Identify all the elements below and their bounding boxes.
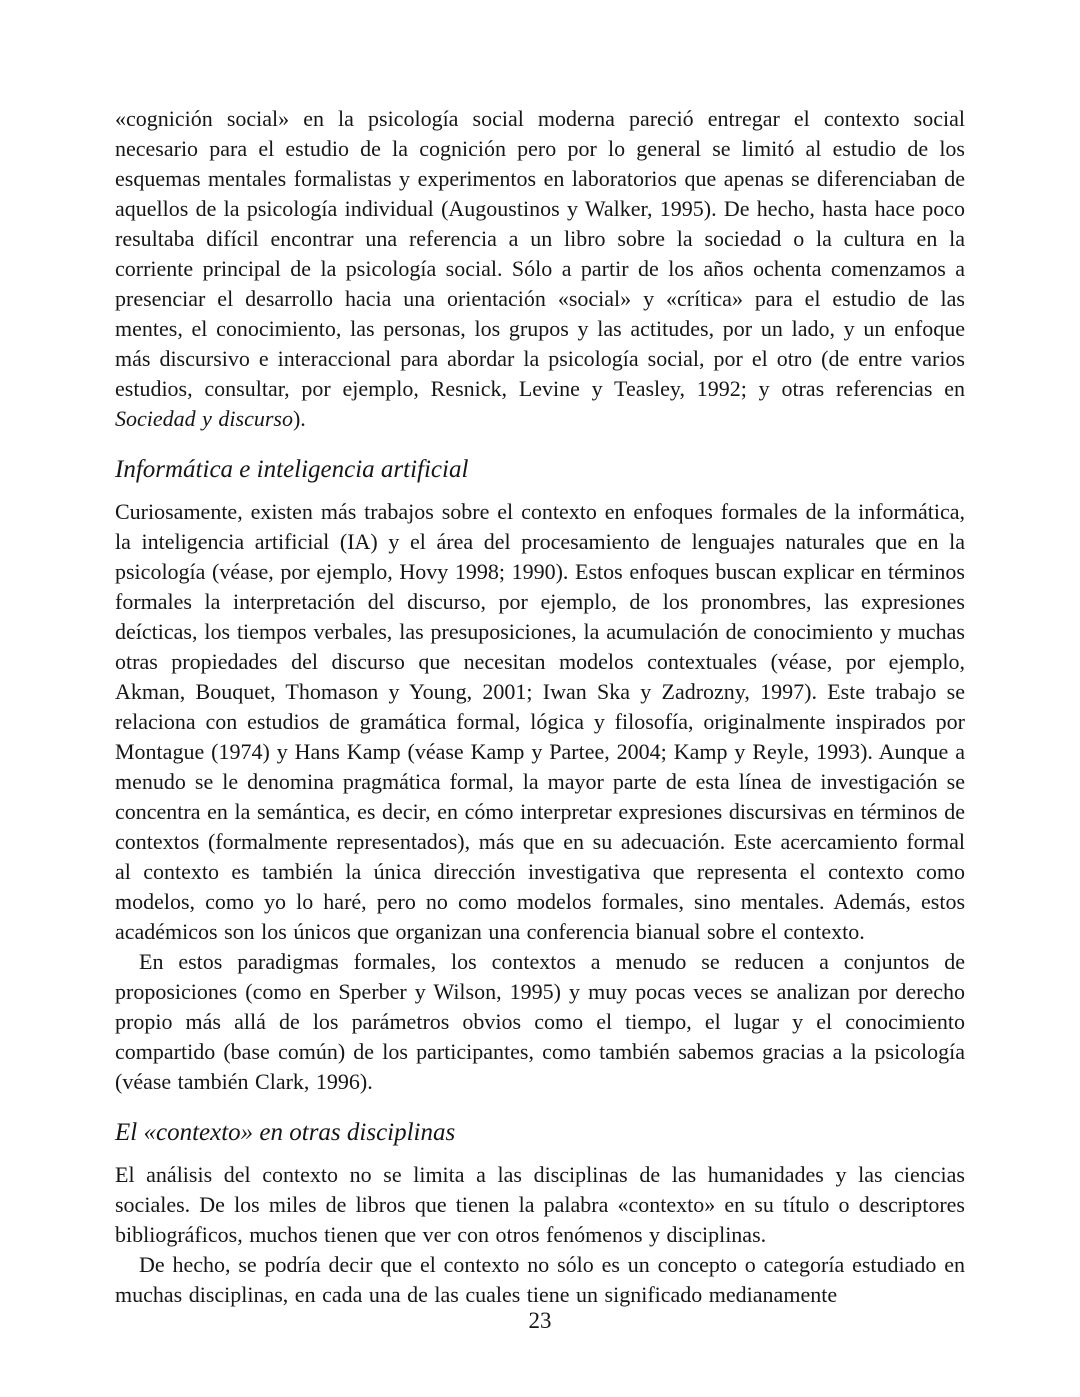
- paragraph-cognicion-social: [115, 104, 965, 434]
- body-text: [115, 104, 965, 1310]
- paragraph-de-hecho: De hecho, se podría decir que el contexto no sólo es un concepto o categoría estudiado en muchas disciplinas, en cada una de las cuales tiene un significado medianamente: [115, 1252, 965, 1307]
- book-title-sociedad-y-discurso: Sociedad y discurso: [115, 406, 293, 431]
- paragraph-cognicion-social-closing: ).: [292, 406, 306, 431]
- paragraph-cognicion-social-text: «cognición social» en la psicología social moderna pareció entregar el contexto social necesario para el estudio de la cognición pero por lo general se limitó al estudio de los esquemas mentales formalistas y experimentos en laboratorios que apenas se diferenciaban de aquellos de la psicología individual (Augoustinos y Walker, 1995). De hecho, hasta hace poco resultaba difícil encontrar una referencia a un libro sobre la sociedad o la cultura en la corriente principal de la psicología social. Sólo a partir de los años ochenta comenzamos a presenciar el desarrollo hacia una orientación «social» y «crítica» para el estudio de las mentes, el conocimiento, las personas, los grupos y las actitudes, por un lado, y un enfoque más discursivo e interaccional para abordar la psicología social, por el otro (de entre varios estudios, consultar, por ejemplo, Resnick, Levine y Teasley, 1992; y otras referencias en: [115, 106, 965, 401]
- section-heading-informatica: Informática e inteligencia artificial: [115, 456, 469, 483]
- page-number: 23: [528, 1308, 552, 1333]
- section-heading-contexto-otras-disciplinas: El «contexto» en otras disciplinas: [115, 1119, 456, 1146]
- paragraph-curiosamente: Curiosamente, existen más trabajos sobre el contexto en enfoques formales de la informática, la inteligencia artificial (IA) y el área del procesamiento de lenguajes naturales que en la psicología (véase, por ejemplo, Hovy 1998; 1990). Estos enfoques buscan explicar en términos formales la interpretación del discurso, por ejemplo, de los pronombres, las expresiones deícticas, los tiempos verbales, las presuposiciones, la acumulación de conocimiento y muchas otras propiedades del discurso que necesitan modelos contextuales (véase, por ejemplo, Akman, Bouquet, Thomason y Young, 2001; Iwan Ska y Zadrozny, 1997). Este trabajo se relaciona con estudios de gramática formal, lógica y filosofía, originalmente inspirados por Montague (1974) y Hans Kamp (véase Kamp y Partee, 2004; Kamp y Reyle, 1993). Aunque a menudo se le denomina pragmática formal, la mayor parte de esta línea de investigación se concentra en la semántica, es decir, en cómo interpretar expresiones discursivas en términos de contextos (formalmente representados), más que en su adecuación. Este acercamiento formal al contexto es también la única dirección investigativa que representa el contexto como modelos, como yo lo haré, pero no como modelos formales, sino mentales. Además, estos académicos son los únicos que organizan una conferencia bianual sobre el contexto.: [115, 499, 965, 944]
- paragraph-paradigmas: En estos paradigmas formales, los contextos a menudo se reducen a conjuntos de proposiciones (como en Sperber y Wilson, 1995) y muy pocas veces se analizan por derecho propio más allá de los parámetros obvios como el tiempo, el lugar y el conocimiento compartido (base común) de los participantes, como también sabemos gracias a la psicología (véase también Clark, 1996).: [115, 949, 965, 1094]
- paragraph-analisis: El análisis del contexto no se limita a las disciplinas de las humanidades y las ciencias sociales. De los miles de libros que tienen la palabra «contexto» en su título o descriptores bibliográficos, muchos tienen que ver con otros fenómenos y disciplinas.: [115, 1162, 965, 1247]
